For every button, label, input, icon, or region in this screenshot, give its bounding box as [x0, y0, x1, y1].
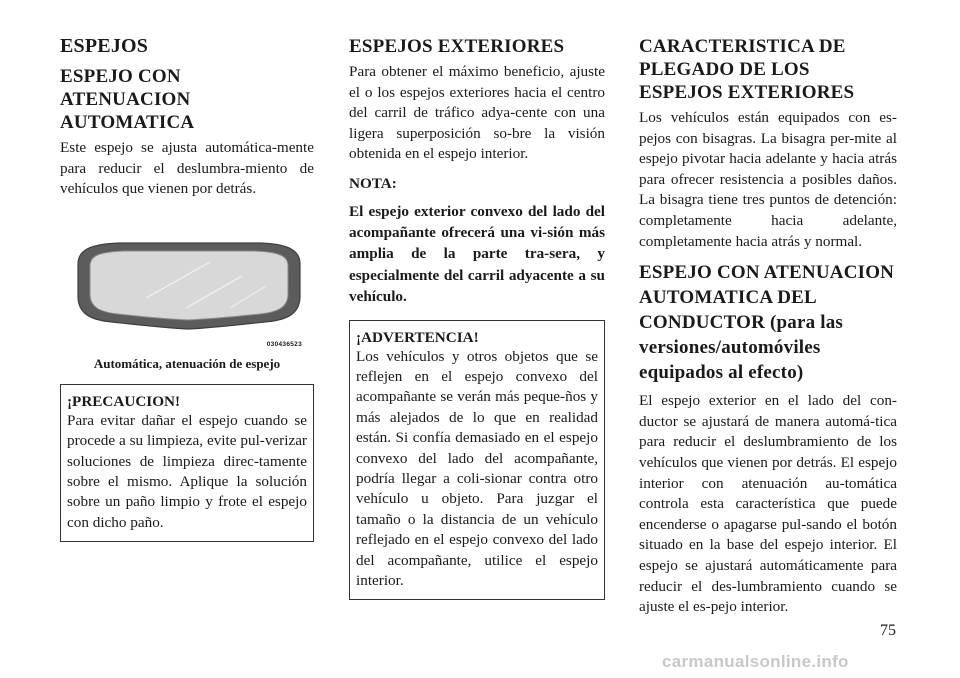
section-title-driver-auto-dimming: ESPEJO CON ATENUACION AUTOMATICA DEL CONDUCTOR (para las versiones/automóviles equipados al efecto)	[639, 262, 895, 384]
note-label: NOTA:	[349, 174, 397, 192]
section-title-auto-dimming-mirror: ESPEJO CON ATENUACION AUTOMATICA	[60, 66, 195, 133]
warning-box	[349, 320, 605, 601]
section-title-folding-mirrors: CARACTERISTICA DE PLEGADO DE LOS ESPEJOS EXTERIORES	[639, 36, 855, 103]
column-3	[639, 30, 897, 618]
warning-title: ¡ADVERTENCIA!	[356, 328, 479, 346]
caution-title: ¡PRECAUCION!	[67, 392, 181, 410]
page-heading: ESPEJOS	[60, 35, 149, 57]
note-text: El espejo exterior convexo del lado del acompañante ofrecerá una vi-sión más amplia de la parte tra-sera, y especialmente del carril adyacente a su vehículo.	[349, 202, 605, 306]
rearview-mirror-illustration	[60, 226, 314, 346]
section-body-exterior-mirrors: Para obtener el máximo beneficio, ajuste el o los espejos exteriores hacia el centro del carril de tráfico adya-cente con una ligera superposición so-bre la visión obtenida en el espejo interior.	[349, 63, 605, 163]
figure-caption: Automática, atenuación de espejo	[93, 355, 281, 371]
caution-text: Para evitar dañar el espejo cuando se procede a su limpieza, evite pul-verizar soluciones de limpieza direc-tamente sobre el mismo. Aplique la solución sobre un paño limpio y frote el espejo con dicho paño.	[67, 411, 307, 531]
section-body-auto-dimming-mirror: Este espejo se ajusta automática-mente para reducir el deslumbra-miento de vehículos que vienen por detrás.	[60, 139, 314, 198]
column-1	[60, 30, 314, 542]
section-body-driver-auto-dimming: El espejo exterior en el lado del con-ductor se ajustará de manera automá-tica para reducir el deslumbramiento de los vehículos que vienen por detrás. El espejo interior con atenuación au-tomática controla esta característica que puede encenderse o apagarse pul-sando el botón situado en la base del espejo interior. El espejo se ajustará automáticamente para reducir el des-lumbramiento cuando se ajuste el es-pejo interior.	[639, 392, 897, 616]
warning-text: Los vehículos y otros objetos que se reflejen en el espejo convexo del acompañante se verán más peque-ños y más alejados de lo que en realidad están. Si confía demasiado en el espejo convexo del lado del acompañante, podría llegar a coli-sionar contra otro vehículo u objeto. Para juzgar el tamaño o la distancia de un vehículo reflejado en el espejo convexo del lado del acompañante, utilice el espejo interior.	[356, 347, 598, 590]
mirror-figure	[60, 226, 314, 356]
caution-box	[60, 384, 314, 542]
column-2	[349, 30, 605, 600]
section-body-folding-mirrors: Los vehículos están equipados con es-pejos con bisagras. La bisagra per-mite al espejo pivotar hacia adelante y hacia atrás para ofrecer resistencia a posibles daños. La bisagra tiene tres puntos de detención: completamente hacia adelante, completamente hacia atrás y normal.	[639, 109, 897, 250]
section-title-exterior-mirrors: ESPEJOS EXTERIORES	[349, 36, 565, 57]
figure-code: 030436523	[266, 340, 302, 348]
watermark: carmanualsonline.info	[662, 652, 849, 671]
page-number: 75	[880, 622, 896, 639]
